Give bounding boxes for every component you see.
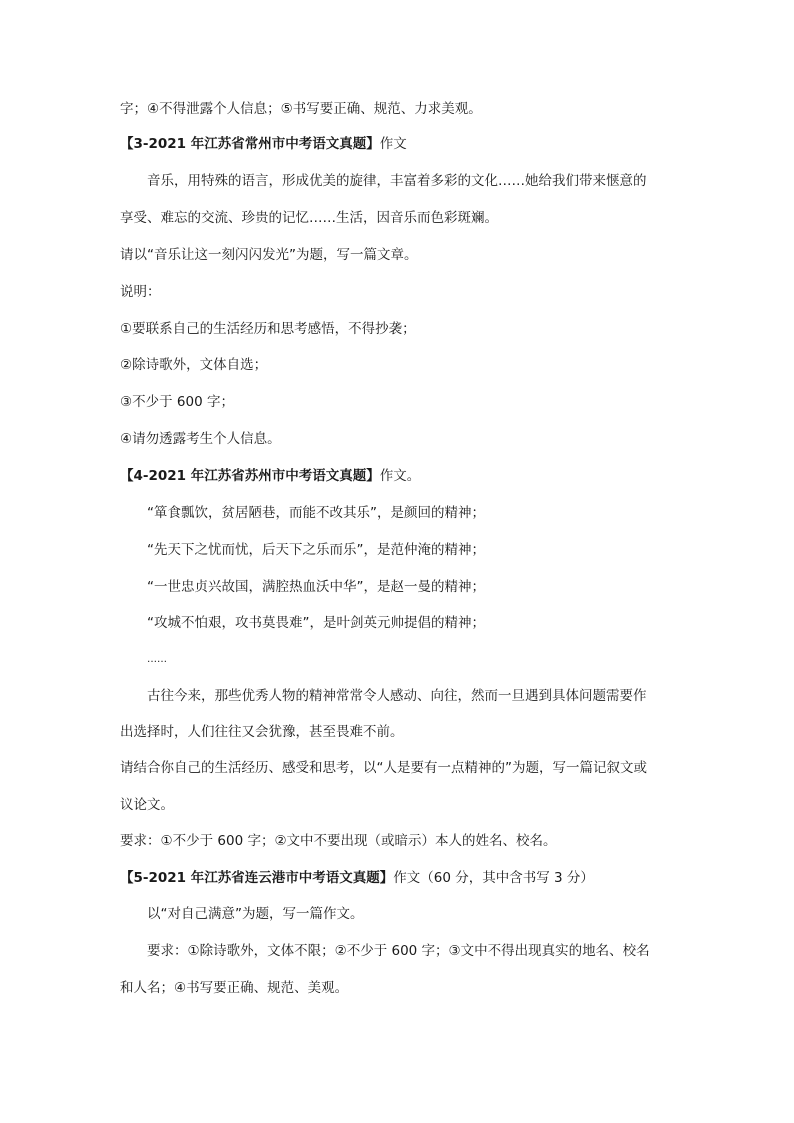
section-heading-5	[120, 869, 680, 887]
heading-title: 【4-2021 年江苏省苏州市中考语文真题】	[120, 468, 380, 484]
text-line: 说明：	[120, 284, 161, 300]
text-line: 要求：①不少于 600 字；②文中不要出现（或暗示）本人的姓名、校名。	[120, 833, 557, 849]
text-line: ……	[147, 654, 167, 665]
text-line: “先天下之忧而忧，后天下之乐而乐”，是范仲淹的精神；	[147, 542, 485, 558]
text-line: 字；④不得泄露个人信息；⑤书写要正确、规范、力求美观。	[120, 101, 482, 117]
text-line: 议论文。	[120, 797, 174, 813]
heading-title: 【3-2021 年江苏省常州市中考语文真题】	[120, 136, 380, 152]
text-line: 请结合你自己的生活经历、感受和思考，以“人是要有一点精神的”为题，写一篇记叙文或	[120, 760, 647, 776]
text-line: “一世忠贞兴故国，满腔热血沃中华”，是赵一曼的精神；	[147, 579, 485, 595]
text-line: 出选择时，人们往往又会犹豫，甚至畏难不前。	[120, 724, 404, 740]
text-line: ③不少于 600 字；	[120, 394, 234, 410]
heading-tail: 作文。	[379, 468, 421, 484]
text-line: 音乐，用特殊的语言，形成优美的旋律，丰富着多彩的文化……她给我们带来惬意的	[147, 173, 647, 189]
text-line: 古往今来，那些优秀人物的精神常常令人感动、向往，然而一旦遇到具体问题需要作	[147, 688, 647, 704]
text-line: ①要联系自己的生活经历和思考感悟，不得抄袭；	[120, 321, 416, 337]
text-line: 和人名；④书写要正确、规范、美观。	[120, 980, 349, 996]
text-line: 享受、难忘的交流、珍贵的记忆……生活，因音乐而色彩斑斓。	[120, 210, 498, 226]
text-line: 请以“音乐让这一刻闪闪发光”为题，写一篇文章。	[120, 247, 418, 263]
heading-tail: 作文	[379, 136, 407, 152]
heading-title: 【5-2021 年江苏省连云港市中考语文真题】	[120, 870, 394, 886]
text-line: “箪食瓢饮，贫居陋巷，而能不改其乐”，是颜回的精神；	[147, 505, 485, 521]
section-heading-4	[120, 467, 680, 485]
text-line: ④请勿透露考生个人信息。	[120, 431, 281, 447]
text-line: “攻城不怕艰，攻书莫畏难”，是叶剑英元帅提倡的精神；	[147, 615, 485, 631]
section-heading-3	[120, 135, 680, 153]
heading-tail: 作文（60 分，其中含书写 3 分）	[393, 870, 594, 886]
text-line: 要求：①除诗歌外，文体不限；②不少于 600 字；③文中不得出现真实的地名、校名	[147, 943, 650, 959]
text-line: 以“对自己满意”为题，写一篇作文。	[147, 906, 364, 922]
text-line: ②除诗歌外，文体自选；	[120, 357, 268, 373]
